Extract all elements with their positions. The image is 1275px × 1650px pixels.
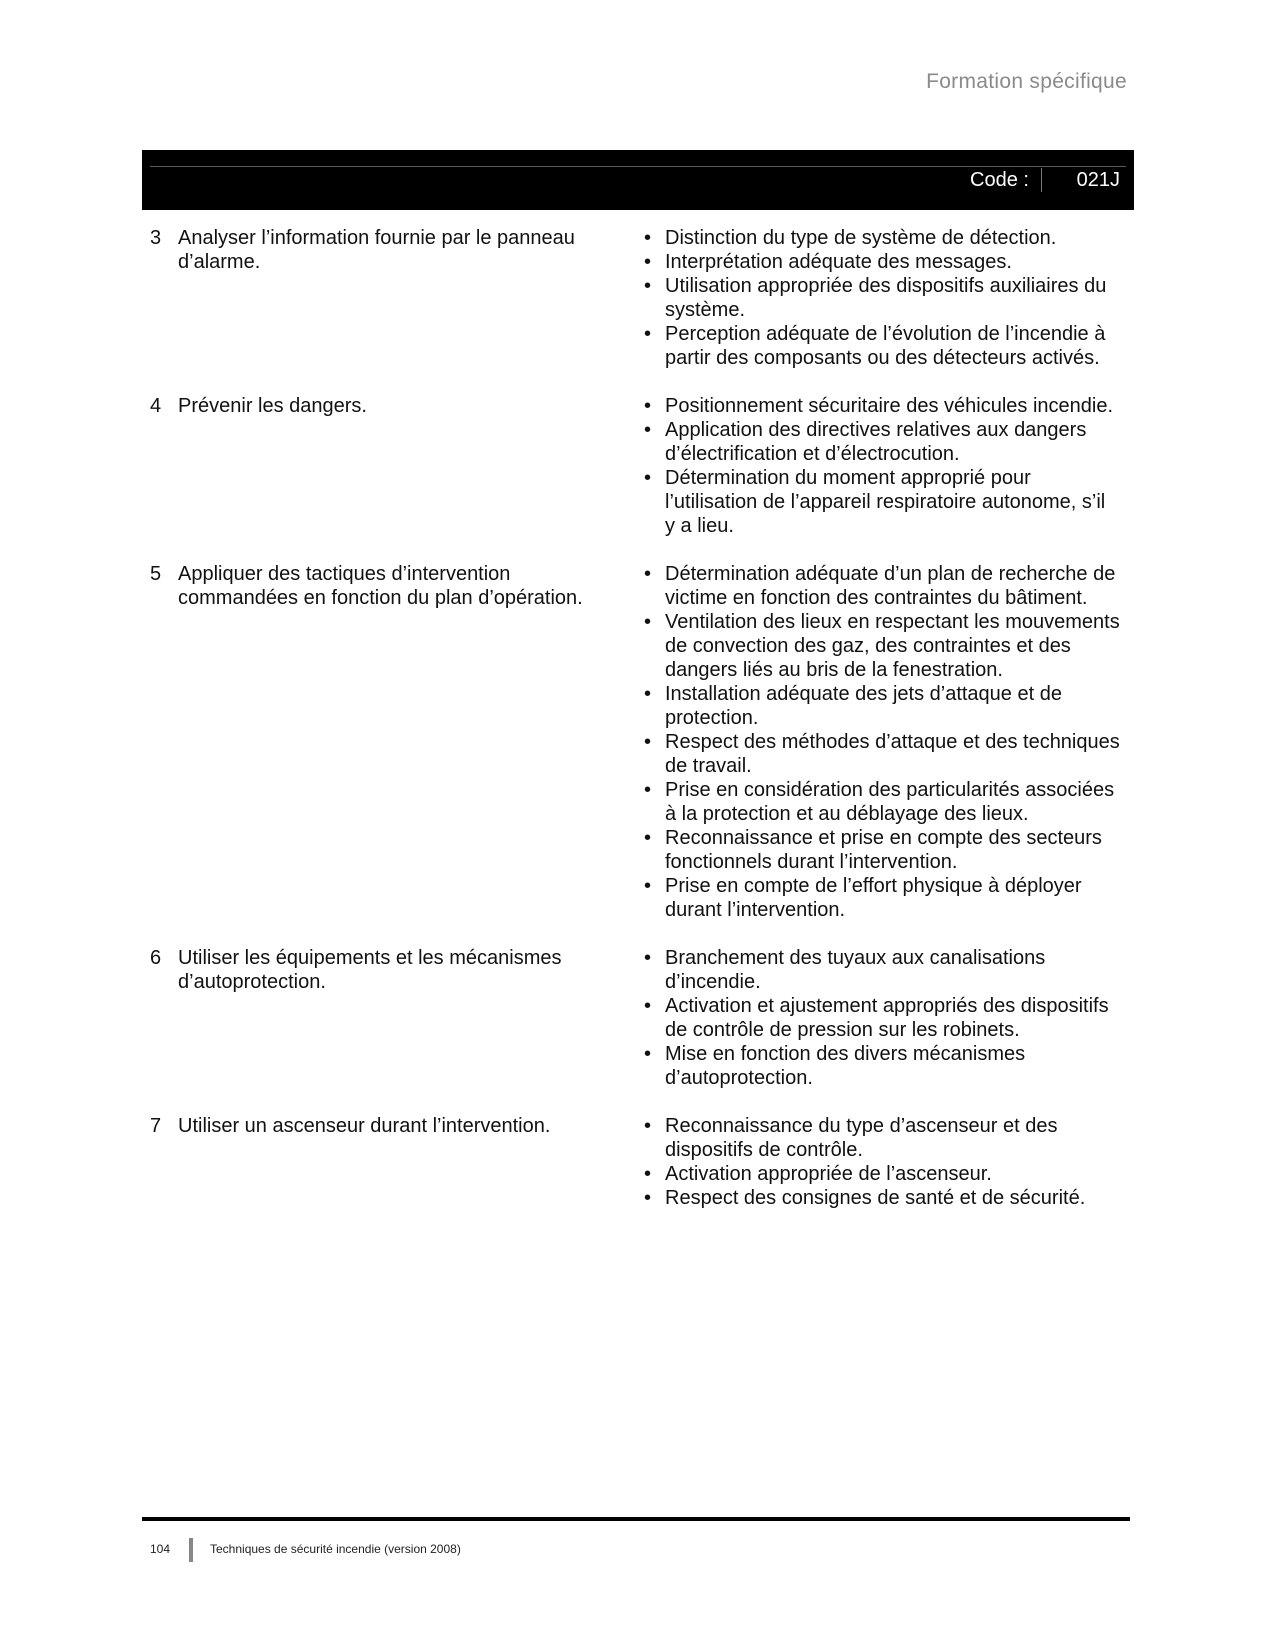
list-item: • Positionnement sécuritaire des véhicules incendie. <box>642 394 1120 418</box>
list-item: • Application des directives relatives aux dangers d’électrification et d’électrocution. <box>642 418 1120 466</box>
criteria-list <box>642 946 1120 1090</box>
list-item: • Activation et ajustement appropriés des dispositifs de contrôle de pression sur les robinets. <box>642 994 1120 1042</box>
list-item: • Prise en considération des particularités associées à la protection et au déblayage des lieux. <box>642 778 1120 826</box>
criteria-list <box>642 562 1120 922</box>
code-value: 021J <box>1076 169 1120 191</box>
list-item: • Interprétation adéquate des messages. <box>642 250 1120 274</box>
page-number: 104 <box>150 1542 171 1556</box>
list-item: • Installation adéquate des jets d’attaque et de protection. <box>642 682 1120 730</box>
code-separator <box>1041 168 1042 192</box>
list-item: • Détermination adéquate d’un plan de recherche de victime en fonction des contraintes du bâtiment. <box>642 562 1120 610</box>
list-item: • Détermination du moment approprié pour l’utilisation de l’appareil respiratoire autonome, s’il y a lieu. <box>642 466 1120 538</box>
list-item: • Branchement des tuyaux aux canalisations d’incendie. <box>642 946 1120 994</box>
list-item: • Distinction du type de système de détection. <box>642 226 1120 250</box>
row-task: Appliquer des tactiques d’intervention commandées en fonction du plan d’opération. <box>178 563 583 609</box>
criteria-list <box>642 1114 1120 1210</box>
row-number: 7 <box>150 1115 162 1137</box>
row-task: Analyser l’information fournie par le panneau d’alarme. <box>178 227 575 273</box>
table-row <box>150 226 1130 370</box>
list-item: • Perception adéquate de l’évolution de l’incendie à partir des composants ou des détecteurs activés. <box>642 322 1120 370</box>
table-row <box>150 562 1130 922</box>
list-item: • Respect des consignes de santé et de sécurité. <box>642 1186 1120 1210</box>
criteria-list <box>642 394 1120 538</box>
code-label: Code : <box>970 169 1029 191</box>
row-number: 4 <box>150 395 162 417</box>
row-number: 3 <box>150 227 162 249</box>
table-row <box>150 1114 1130 1210</box>
code-bar-rule <box>150 166 1126 167</box>
code-bar <box>142 150 1134 210</box>
table-row <box>150 946 1130 1090</box>
list-item: • Ventilation des lieux en respectant les mouvements de convection des gaz, des contraintes et des dangers liés au bris de la fenestration. <box>642 610 1120 682</box>
row-task: Prévenir les dangers. <box>178 395 367 417</box>
table-row <box>150 394 1130 538</box>
competency-table <box>150 226 1130 1234</box>
row-number: 6 <box>150 947 162 969</box>
footer-document-title: Techniques de sécurité incendie (version 2008) <box>210 1542 461 1556</box>
list-item: • Respect des méthodes d’attaque et des techniques de travail. <box>642 730 1120 778</box>
criteria-list <box>642 226 1120 370</box>
row-task: Utiliser les équipements et les mécanismes d’autoprotection. <box>178 947 562 993</box>
list-item: • Prise en compte de l’effort physique à déployer durant l’intervention. <box>642 874 1120 922</box>
list-item: • Mise en fonction des divers mécanismes d’autoprotection. <box>642 1042 1120 1090</box>
footer-rule <box>142 1517 1130 1521</box>
list-item: • Reconnaissance et prise en compte des secteurs fonctionnels durant l’intervention. <box>642 826 1120 874</box>
row-task: Utiliser un ascenseur durant l’intervention. <box>178 1115 551 1137</box>
row-number: 5 <box>150 563 162 585</box>
list-item: • Reconnaissance du type d’ascenseur et des dispositifs de contrôle. <box>642 1114 1120 1162</box>
list-item: • Activation appropriée de l’ascenseur. <box>642 1162 1120 1186</box>
running-header: Formation spécifique <box>926 70 1127 93</box>
footer-divider <box>189 1538 193 1562</box>
list-item: • Utilisation appropriée des dispositifs auxiliaires du système. <box>642 274 1120 322</box>
